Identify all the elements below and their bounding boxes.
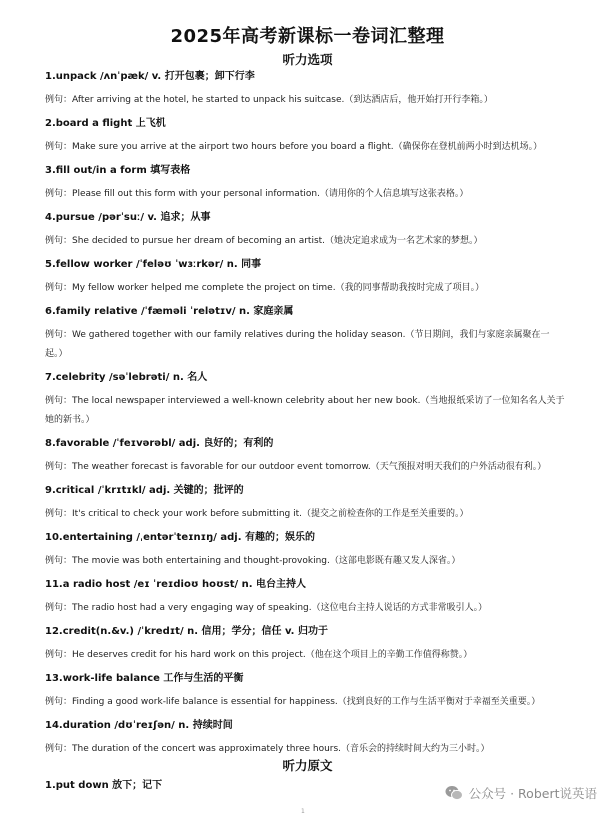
vocab-example <box>45 505 565 524</box>
example-sentence: The duration of the concert was approximately three hours.（音乐会的持续时间大约为三小时。） <box>72 744 490 754</box>
vocab-entry <box>45 437 565 477</box>
example-sentence: The weather forecast is favorable for our outdoor event tomorrow.（天气预报对明天我们的户外活动很有利。） <box>72 462 547 472</box>
example-label: 例句： <box>45 396 73 406</box>
vocab-entry-head: 9.critical /ˈkrɪtɪkl/ adj. 关键的；批评的 <box>45 485 244 496</box>
transcript-entry: 1.put down 放下；记下 <box>45 780 163 791</box>
vocab-example <box>45 458 565 477</box>
example-label: 例句： <box>45 142 73 152</box>
vocab-entry-head: 11.a radio host /eɪ ˈreɪdioʊ hoʊst/ n. 电台主持人 <box>45 579 307 590</box>
example-sentence: My fellow worker helped me complete the project on time.（我的同事帮助我按时完成了项目。） <box>72 283 485 293</box>
example-label: 例句： <box>45 189 73 199</box>
vocab-entry <box>45 578 565 618</box>
example-sentence: She decided to pursue her dream of becoming an artist.（她决定追求成为一名艺术家的梦想。） <box>72 236 483 246</box>
vocab-entry-head: 8.favorable /ˈfeɪvərəbl/ adj. 良好的；有利的 <box>45 438 274 449</box>
vocab-entry <box>45 164 565 204</box>
example-label: 例句： <box>45 744 73 754</box>
vocab-entry <box>45 258 565 298</box>
example-sentence: Make sure you arrive at the airport two hours before you board a flight.（确保你在登机前两小时到达机场。） <box>72 142 543 152</box>
vocab-list <box>45 70 565 766</box>
vocab-example <box>45 552 565 571</box>
vocab-entry-head: 5.fellow worker /ˈfeləʊ ˈwɜːrkər/ n. 同事 <box>45 259 262 270</box>
example-label: 例句： <box>45 330 73 340</box>
vocab-entry <box>45 531 565 571</box>
vocab-entry-head: 10.entertaining /ˌentərˈteɪnɪŋ/ adj. 有趣的；娱乐的 <box>45 532 315 543</box>
vocab-entry <box>45 484 565 524</box>
vocab-entry-head: 1.unpack /ʌnˈpæk/ v. 打开包裹；卸下行李 <box>45 71 255 82</box>
example-sentence: He deserves credit for his hard work on this project.（他在这个项目上的辛勤工作值得称赞。） <box>72 650 473 660</box>
vocab-example <box>45 599 565 618</box>
example-sentence: We gathered together with our family relatives during the holiday season.（节日期间，我们与家庭亲属聚在一起。） <box>45 330 550 359</box>
vocab-entry <box>45 305 565 364</box>
page-number: 1 <box>301 808 305 815</box>
example-sentence: Please fill out this form with your personal information.（请用你的个人信息填写这张表格。） <box>72 189 469 199</box>
example-sentence: Finding a good work-life balance is essential for happiness.（找到良好的工作与生活平衡对于幸福至关重要。） <box>72 697 541 707</box>
vocab-entry-head: 4.pursue /pərˈsuː/ v. 追求；从事 <box>45 212 211 223</box>
vocab-entry-head: 13.work-life balance 工作与生活的平衡 <box>45 673 244 684</box>
vocab-example <box>45 232 565 251</box>
example-label: 例句： <box>45 509 73 519</box>
vocab-entry-head: 7.celebrity /səˈlebrəti/ n. 名人 <box>45 372 208 383</box>
vocab-entry-head: 2.board a flight 上飞机 <box>45 118 166 129</box>
section-heading-listening: 听力选项 <box>282 52 333 67</box>
vocab-example <box>45 392 565 430</box>
example-label: 例句： <box>45 697 73 707</box>
vocab-example <box>45 91 565 110</box>
vocab-entry-head: 6.family relative /ˈfæməli ˈrelətɪv/ n. 家庭亲属 <box>45 306 294 317</box>
vocab-entry <box>45 211 565 251</box>
vocab-entry <box>45 625 565 665</box>
vocab-entry <box>45 371 565 430</box>
wechat-icon <box>445 785 463 801</box>
vocab-entry <box>45 672 565 712</box>
example-label: 例句： <box>45 556 73 566</box>
page-title: 2025年高考新课标一卷词汇整理 <box>170 26 445 47</box>
example-label: 例句： <box>45 95 73 105</box>
vocab-entry-head: 12.credit(n.&v.) /ˈkredɪt/ n. 信用；学分；信任 v. 归功于 <box>45 626 328 637</box>
example-sentence: The movie was both entertaining and thought-provoking.（这部电影既有趣又发人深省。） <box>72 556 461 566</box>
vocab-example <box>45 693 565 712</box>
vocab-entry <box>45 70 565 110</box>
example-label: 例句： <box>45 283 73 293</box>
vocab-entry <box>45 719 565 759</box>
vocab-example <box>45 185 565 204</box>
example-label: 例句： <box>45 650 73 660</box>
vocab-example <box>45 326 565 364</box>
vocab-example <box>45 138 565 157</box>
watermark-text: 公众号 · Robert说英语 <box>468 786 597 801</box>
vocab-entry-head: 3.fill out/in a form 填写表格 <box>45 165 191 176</box>
section-heading-transcript: 听力原文 <box>282 758 333 773</box>
example-sentence: It's critical to check your work before submitting it.（提交之前检查你的工作是至关重要的。） <box>72 509 469 519</box>
example-label: 例句： <box>45 462 73 472</box>
example-label: 例句： <box>45 236 73 246</box>
vocab-example <box>45 646 565 665</box>
example-sentence: The radio host had a very engaging way of speaking.（这位电台主持人说话的方式非常吸引人。） <box>72 603 488 613</box>
example-sentence: After arriving at the hotel, he started to unpack his suitcase.（到达酒店后，他开始打开行李箱。） <box>72 95 493 105</box>
watermark <box>445 784 597 802</box>
vocab-entry-head: 14.duration /dʊˈreɪʃən/ n. 持续时间 <box>45 720 233 731</box>
vocab-example <box>45 279 565 298</box>
example-label: 例句： <box>45 603 73 613</box>
example-sentence: The local newspaper interviewed a well-known celebrity about her new book.（当地报纸采访了一位知名名人关于她的新书。） <box>45 396 565 425</box>
vocab-entry <box>45 117 565 157</box>
